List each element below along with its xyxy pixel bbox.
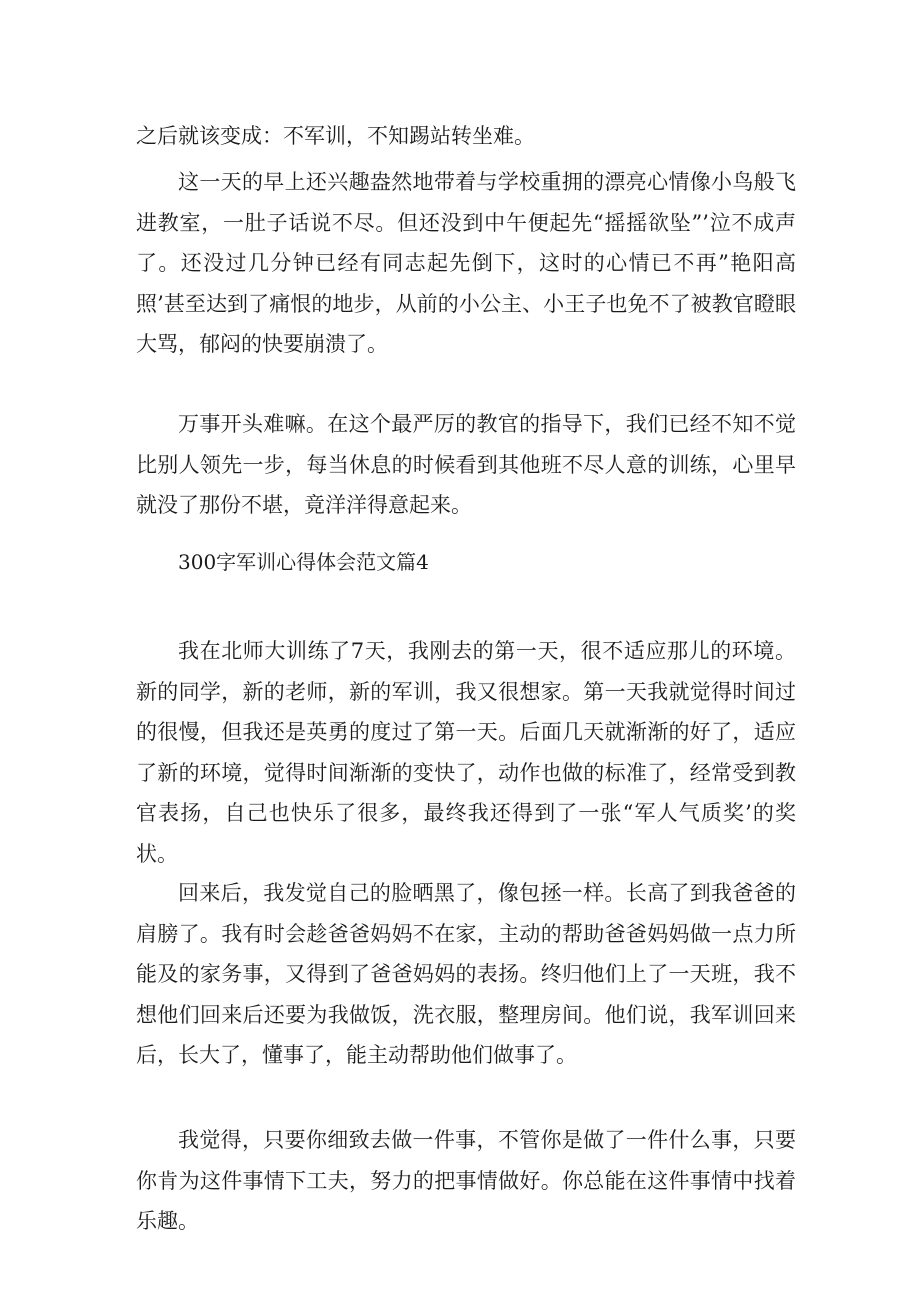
paragraph-block-3 [136, 404, 796, 526]
paragraph-block-2 [136, 162, 796, 365]
paragraph-6: 回来后，我发觉自己的脸晒黑了，像包拯一样。长高了到我爸爸的肩膀了。我有时会趁爸爸妈妈不在家，主动的帮助爸爸妈妈做一点力所能及的家务事，又得到了爸爸妈妈的表扬。终归他们上了一天班，我不想他们回来后还要为我做饭，洗衣服，整理房间。他们说，我军训回来后，长大了，懂事了，能主动帮助他们做事了。 [136, 881, 796, 1067]
paragraph-3: 万事开头难嘛。在这个最严厉的教官的指导下，我们已经不知不觉比别人领先一步，每当休息的时候看到其他班不尽人意的训练，心里早就没了那份不堪，竟洋洋得意起来。 [136, 412, 796, 517]
paragraph-block-5 [136, 631, 796, 874]
paragraph-continuation [136, 116, 796, 157]
paragraph-1: 之后就该变成：不军训，不知踢站转坐难。 [136, 124, 535, 148]
paragraph-5: 我在北师大训练了7天，我刚去的第一天，很不适应那儿的环境。新的同学，新的老师，新的军训，我又很想家。第一天我就觉得时间过的很慢，但我还是英勇的度过了第一天。后面几天就渐渐的好了，适应了新的环境，觉得时间渐渐的变快了，动作也做的标准了，经常受到教官表扬，自己也快乐了很多，最终我还得到了一张“军人气质奖’的奖状。 [136, 639, 796, 866]
paragraph-7: 我觉得，只要你细致去做一件事，不管你是做了一件什么事，只要你肯为这件事情下工夫，努力的把事情做好。你总能在这件事情中找着乐趣。 [136, 1128, 796, 1233]
section-heading-block [136, 542, 796, 583]
paragraph-2: 这一天的早上还兴趣盎然地带着与学校重拥的漂亮心情像小鸟般飞进教室，一肚子话说不尽。但还没到中午便起先“摇摇欲坠”’泣不成声了。还没过几分钟已经有同志起先倒下，这时的心情已不再”艳阳高照’甚至达到了痛恨的地步，从前的小公主、小王子也免不了被教官瞪眼大骂，郁闷的快要崩溃了。 [136, 170, 796, 356]
section-heading: 300字军训心得体会范文篇4 [178, 550, 429, 574]
paragraph-block-6 [136, 873, 796, 1076]
paragraph-block-7 [136, 1120, 796, 1242]
